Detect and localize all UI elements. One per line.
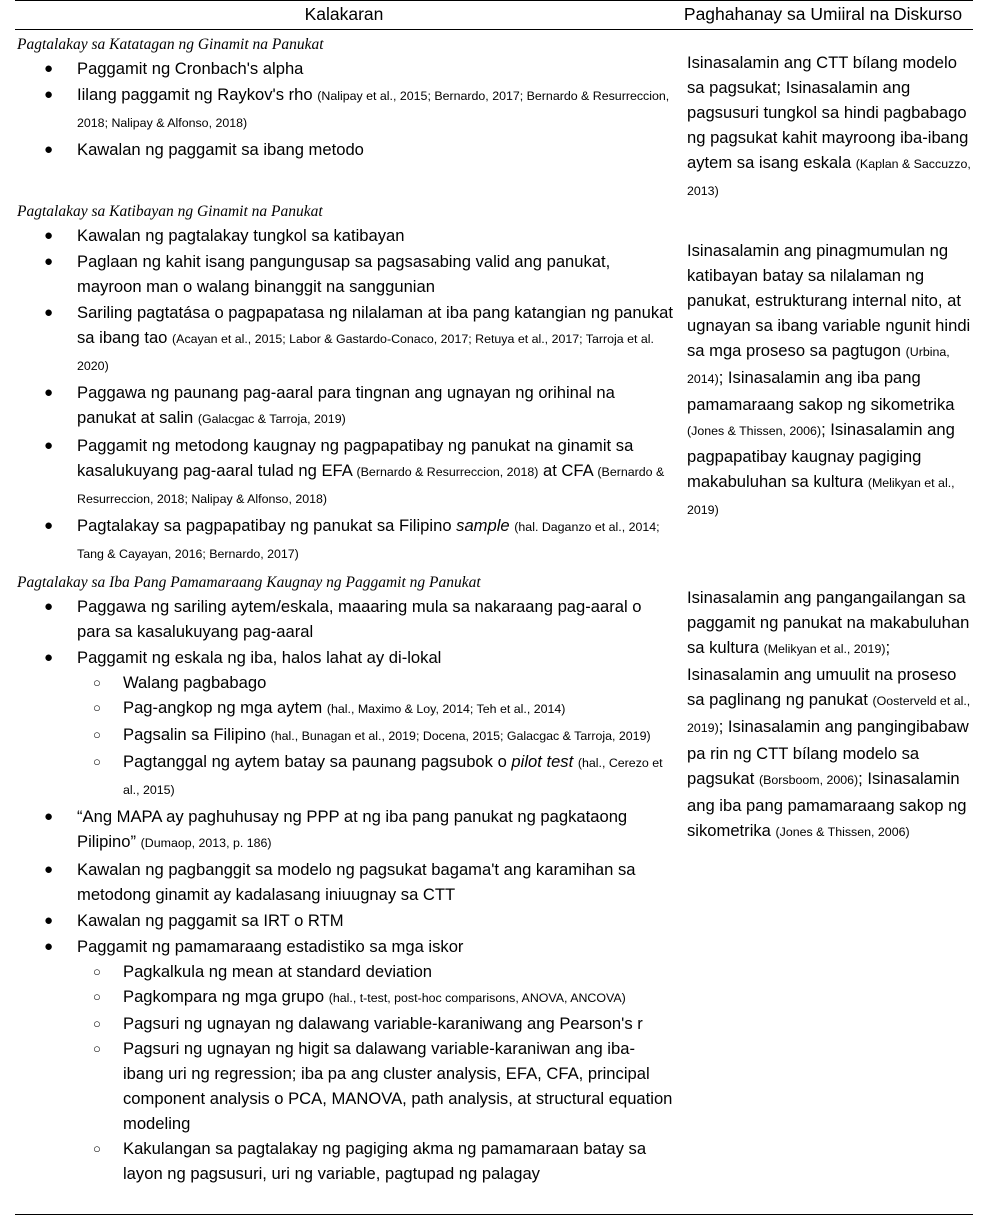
bullet-filled-icon: ●: [44, 938, 54, 955]
list-item: [15, 380, 675, 433]
list-item: [15, 249, 675, 300]
list-item-text: Paggawa ng sariling aytem/eskala, maaaring mula sa nakaraang pag-aaral o para sa kasalukuyang pag-aaral: [77, 597, 642, 641]
sub-list-item-text: Pagkalkula ng mean at standard deviation: [123, 962, 433, 981]
discourse-text: Isinasalamin ang CTT bílang modelo sa pagsukat; Isinasalamin ang pagsusuri tungkol sa hindi pagbabago ng pagsukat kahit mayroong iba-ibang aytem sa isang eskala: [687, 53, 969, 172]
bullet-list-level1: [15, 223, 675, 568]
sub-list-item-text: Walang pagbabago: [123, 673, 267, 692]
list-item-text: Kawalan ng paggamit sa ibang metodo: [77, 140, 364, 159]
discourse-text: ; Isinasalamin ang umuulit na proseso sa paglinang ng panukat: [687, 638, 957, 709]
citation: (Bernardo & Resurreccion, 2018): [356, 465, 539, 479]
bullet-hollow-icon: ○: [93, 700, 101, 715]
discourse-text: ; Isinasalamin ang iba pang pamamaraang sakop ng sikometrika: [687, 368, 955, 414]
bullet-list-level1: [15, 594, 675, 1187]
list-item: [15, 223, 675, 249]
list-item-text: Kawalan ng paggamit sa IRT o RTM: [77, 911, 344, 930]
list-item-text: Sariling pagtatása o pagpapatasa ng nilalaman at iba pang katangian ng panukat sa ibang tao: [77, 303, 673, 347]
list-item: [15, 934, 675, 1187]
sub-list-item-text: Pag-angkop ng mga aytem: [123, 698, 323, 717]
bullet-hollow-icon: ○: [93, 964, 101, 979]
list-item-text: “Ang MAPA ay paghuhusay ng PPP at ng iba pang panukat ng pagkataong Pilipino”: [77, 807, 628, 851]
list-item: [15, 56, 675, 82]
list-item-text: Iilang paggamit ng Raykov's rho: [77, 85, 313, 104]
bullet-filled-icon: ●: [44, 60, 54, 77]
bullet-hollow-icon: ○: [93, 754, 101, 769]
right-col-gap-2: [687, 523, 973, 585]
citation: (Jones & Thissen, 2006): [775, 825, 910, 839]
list-item: [15, 513, 675, 568]
list-item-text: Kawalan ng pagbanggit sa modelo ng pagsukat bagama't ang karamihan sa metodong ginamit ay kadalasang iniuugnay sa CTT: [77, 860, 636, 904]
section-heading: Pagtalakay sa Iba Pang Pamamaraang Kaugnay ng Paggamit ng Panukat: [17, 574, 481, 591]
right-col-gap-1: [687, 204, 973, 238]
sub-list-item: [77, 695, 675, 722]
sub-list-item-text: Pagsalin sa Filipino: [123, 725, 266, 744]
sub-list-item-text: Pagsuri ng ugnayan ng higit sa dalawang variable-karaniwan ang iba-ibang uri ng regression; iba pa ang cluster analysis, EFA, CFA, principal component analysis o PCA, MANOVA, path analysis, at structural equation modeling: [123, 1039, 673, 1133]
bullet-filled-icon: ●: [44, 227, 54, 244]
bullet-filled-icon: ●: [44, 253, 54, 270]
bullet-list-level2: [77, 670, 675, 803]
list-item-text: Paggawa ng paunang pag-aaral para tingnan ang ugnayan ng orihinal na panukat at salin: [77, 383, 615, 427]
citation: (Kaplan & Saccuzzo, 2013): [687, 157, 971, 198]
section-spacer: [15, 163, 675, 197]
column-header-kalakaran: Kalakaran: [304, 4, 384, 24]
sub-list-item-text: Kakulangan sa pagtalakay ng pagiging akma ng pamamaraan batay sa layon ng pagsusuri, uri ng variable, pagtupad ng palagay: [123, 1139, 647, 1183]
citation: (Urbina, 2014): [687, 345, 950, 386]
citation: (Acayan et al., 2015; Labor & Gastardo-Conaco, 2017; Retuya et al., 2017; Tarroja et al. 2020): [77, 332, 654, 373]
discourse-cell-2: [687, 238, 973, 523]
list-item-text: Paggamit ng pamamaraang estadistiko sa mga iskor: [77, 937, 464, 956]
bullet-hollow-icon: ○: [93, 1016, 101, 1031]
bullet-hollow-icon: ○: [93, 1041, 101, 1056]
bullet-filled-icon: ●: [44, 808, 54, 825]
table-header-row: [15, 1, 973, 29]
list-item-emphasis: sample: [456, 516, 510, 535]
list-item-text-continued: at CFA: [542, 461, 593, 480]
list-item-text: Pagtalakay sa pagpapatibay ng panukat sa Filipino: [77, 516, 457, 535]
citation: (hal. Daganzo et al., 2014; Tang & Cayayan, 2016; Bernardo, 2017): [77, 520, 660, 561]
sub-list-item: [77, 749, 675, 803]
list-item-text: Paggamit ng eskala ng iba, halos lahat ay di-lokal: [77, 648, 442, 667]
list-item: [15, 594, 675, 645]
discourse-text: ; Isinasalamin ang pangingibabaw pa rin ng CTT bílang modelo sa pagsukat: [687, 717, 969, 788]
citation: (hal., t-test, post-hoc comparisons, ANOVA, ANCOVA): [328, 991, 626, 1005]
list-item: [15, 82, 675, 137]
column-kalakaran: [15, 30, 675, 1187]
citation: (Borsboom, 2006): [758, 773, 859, 787]
bullet-hollow-icon: ○: [93, 727, 101, 742]
section-heading: Pagtalakay sa Katatagan ng Ginamit na Panukat: [17, 36, 324, 53]
list-item: [15, 857, 675, 908]
sub-list-item-text: Pagkompara ng mga grupo: [123, 987, 325, 1006]
bullet-hollow-icon: ○: [93, 1141, 101, 1156]
bullet-filled-icon: ●: [44, 912, 54, 929]
discourse-text: ; Isinasalamin ang pagpapatibay kaugnay pagiging makabuluhan sa kultura: [687, 420, 955, 491]
discourse-text: Isinasalamin ang pangangailangan sa paggamit ng panukat na makabuluhan sa kultura: [687, 588, 970, 657]
discourse-cell-3: [687, 585, 973, 845]
bullet-filled-icon: ●: [44, 304, 54, 321]
section-heading: Pagtalakay sa Katibayan ng Ginamit na Panukat: [17, 203, 323, 220]
list-item-text: Paggamit ng Cronbach's alpha: [77, 59, 304, 78]
bullet-filled-icon: ●: [44, 517, 54, 534]
list-item-text: Paggamit ng metodong kaugnay ng pagpapatibay ng panukat na ginamit sa kasalukuyang pag-aaral tulad ng EFA: [77, 436, 634, 480]
bullet-hollow-icon: ○: [93, 675, 101, 690]
sub-list-item: [77, 1036, 675, 1136]
list-item: [15, 645, 675, 804]
citation: (hal., Maximo & Loy, 2014; Teh et al., 2014): [326, 702, 566, 716]
bullet-filled-icon: ●: [44, 861, 54, 878]
sub-list-item: [77, 959, 675, 984]
citation: (hal., Bunagan et al., 2019; Docena, 2015; Galacgac & Tarroja, 2019): [270, 729, 651, 743]
list-item: [15, 300, 675, 380]
citation: (Nalipay et al., 2015; Bernardo, 2017; Bernardo & Resurreccion, 2018; Nalipay & Alfonso, 2018): [77, 89, 670, 130]
sub-list-item: [77, 670, 675, 695]
bullet-list-level1: [15, 56, 675, 163]
discourse-text: ; Isinasalamin ang iba pang pamamaraang sakop ng sikometrika: [687, 769, 967, 840]
list-item: [15, 433, 675, 513]
bullet-filled-icon: ●: [44, 437, 54, 454]
bullet-filled-icon: ●: [44, 598, 54, 615]
citation: (Oosterveld et al., 2019): [687, 694, 971, 735]
bullet-filled-icon: ●: [44, 649, 54, 666]
list-item: [15, 137, 675, 163]
citation: (Galacgac & Tarroja, 2019): [197, 412, 346, 426]
sub-list-item-emphasis: pilot test: [511, 752, 574, 771]
list-item: [15, 908, 675, 934]
sub-list-item-text: Pagsuri ng ugnayan ng dalawang variable-karaniwang ang Pearson's r: [123, 1014, 643, 1033]
bullet-filled-icon: ●: [44, 141, 54, 158]
bullet-list-level2: [77, 959, 675, 1186]
right-col-top-spacer: [687, 30, 973, 50]
bullet-filled-icon: ●: [44, 86, 54, 103]
table-bottom-rule: [15, 1214, 973, 1215]
column-paghahanay: [675, 30, 973, 845]
sub-list-item: [77, 722, 675, 749]
citation: (Dumaop, 2013, p. 186): [140, 836, 272, 850]
sub-list-item: [77, 1136, 675, 1186]
discourse-text: Isinasalamin ang pinagmumulan ng katibayan batay sa nilalaman ng panukat, estrukturang internal nito, at ugnayan sa ibang variable ngunit hindi sa mga proseso sa pagtugon: [687, 241, 971, 360]
bullet-hollow-icon: ○: [93, 989, 101, 1004]
list-item-text: Kawalan ng pagtalakay tungkol sa katibayan: [77, 226, 405, 245]
list-item: [15, 804, 675, 857]
sub-list-item-text: Pagtanggal ng aytem batay sa paunang pagsubok o: [123, 752, 512, 771]
bullet-filled-icon: ●: [44, 384, 54, 401]
discourse-cell-1: [687, 50, 973, 204]
sub-list-item: [77, 984, 675, 1011]
citation: (hal., Cerezo et al., 2015): [123, 756, 663, 797]
list-item-text: Paglaan ng kahit isang pangungusap sa pagsasabing valid ang panukat, mayroon man o walang binanggit na sanggunian: [77, 252, 611, 296]
citation: (Melikyan et al., 2019): [687, 476, 955, 517]
citation: (Jones & Thissen, 2006): [687, 424, 822, 438]
citation: (Melikyan et al., 2019): [763, 642, 886, 656]
column-header-paghahanay: Paghahanay sa Umiiral na Diskurso: [683, 4, 963, 24]
sub-list-item: [77, 1011, 675, 1036]
citation-secondary: (Bernardo & Resurreccion, 2018; Nalipay & Alfonso, 2018): [77, 465, 665, 506]
table-body-row: [15, 30, 973, 1187]
